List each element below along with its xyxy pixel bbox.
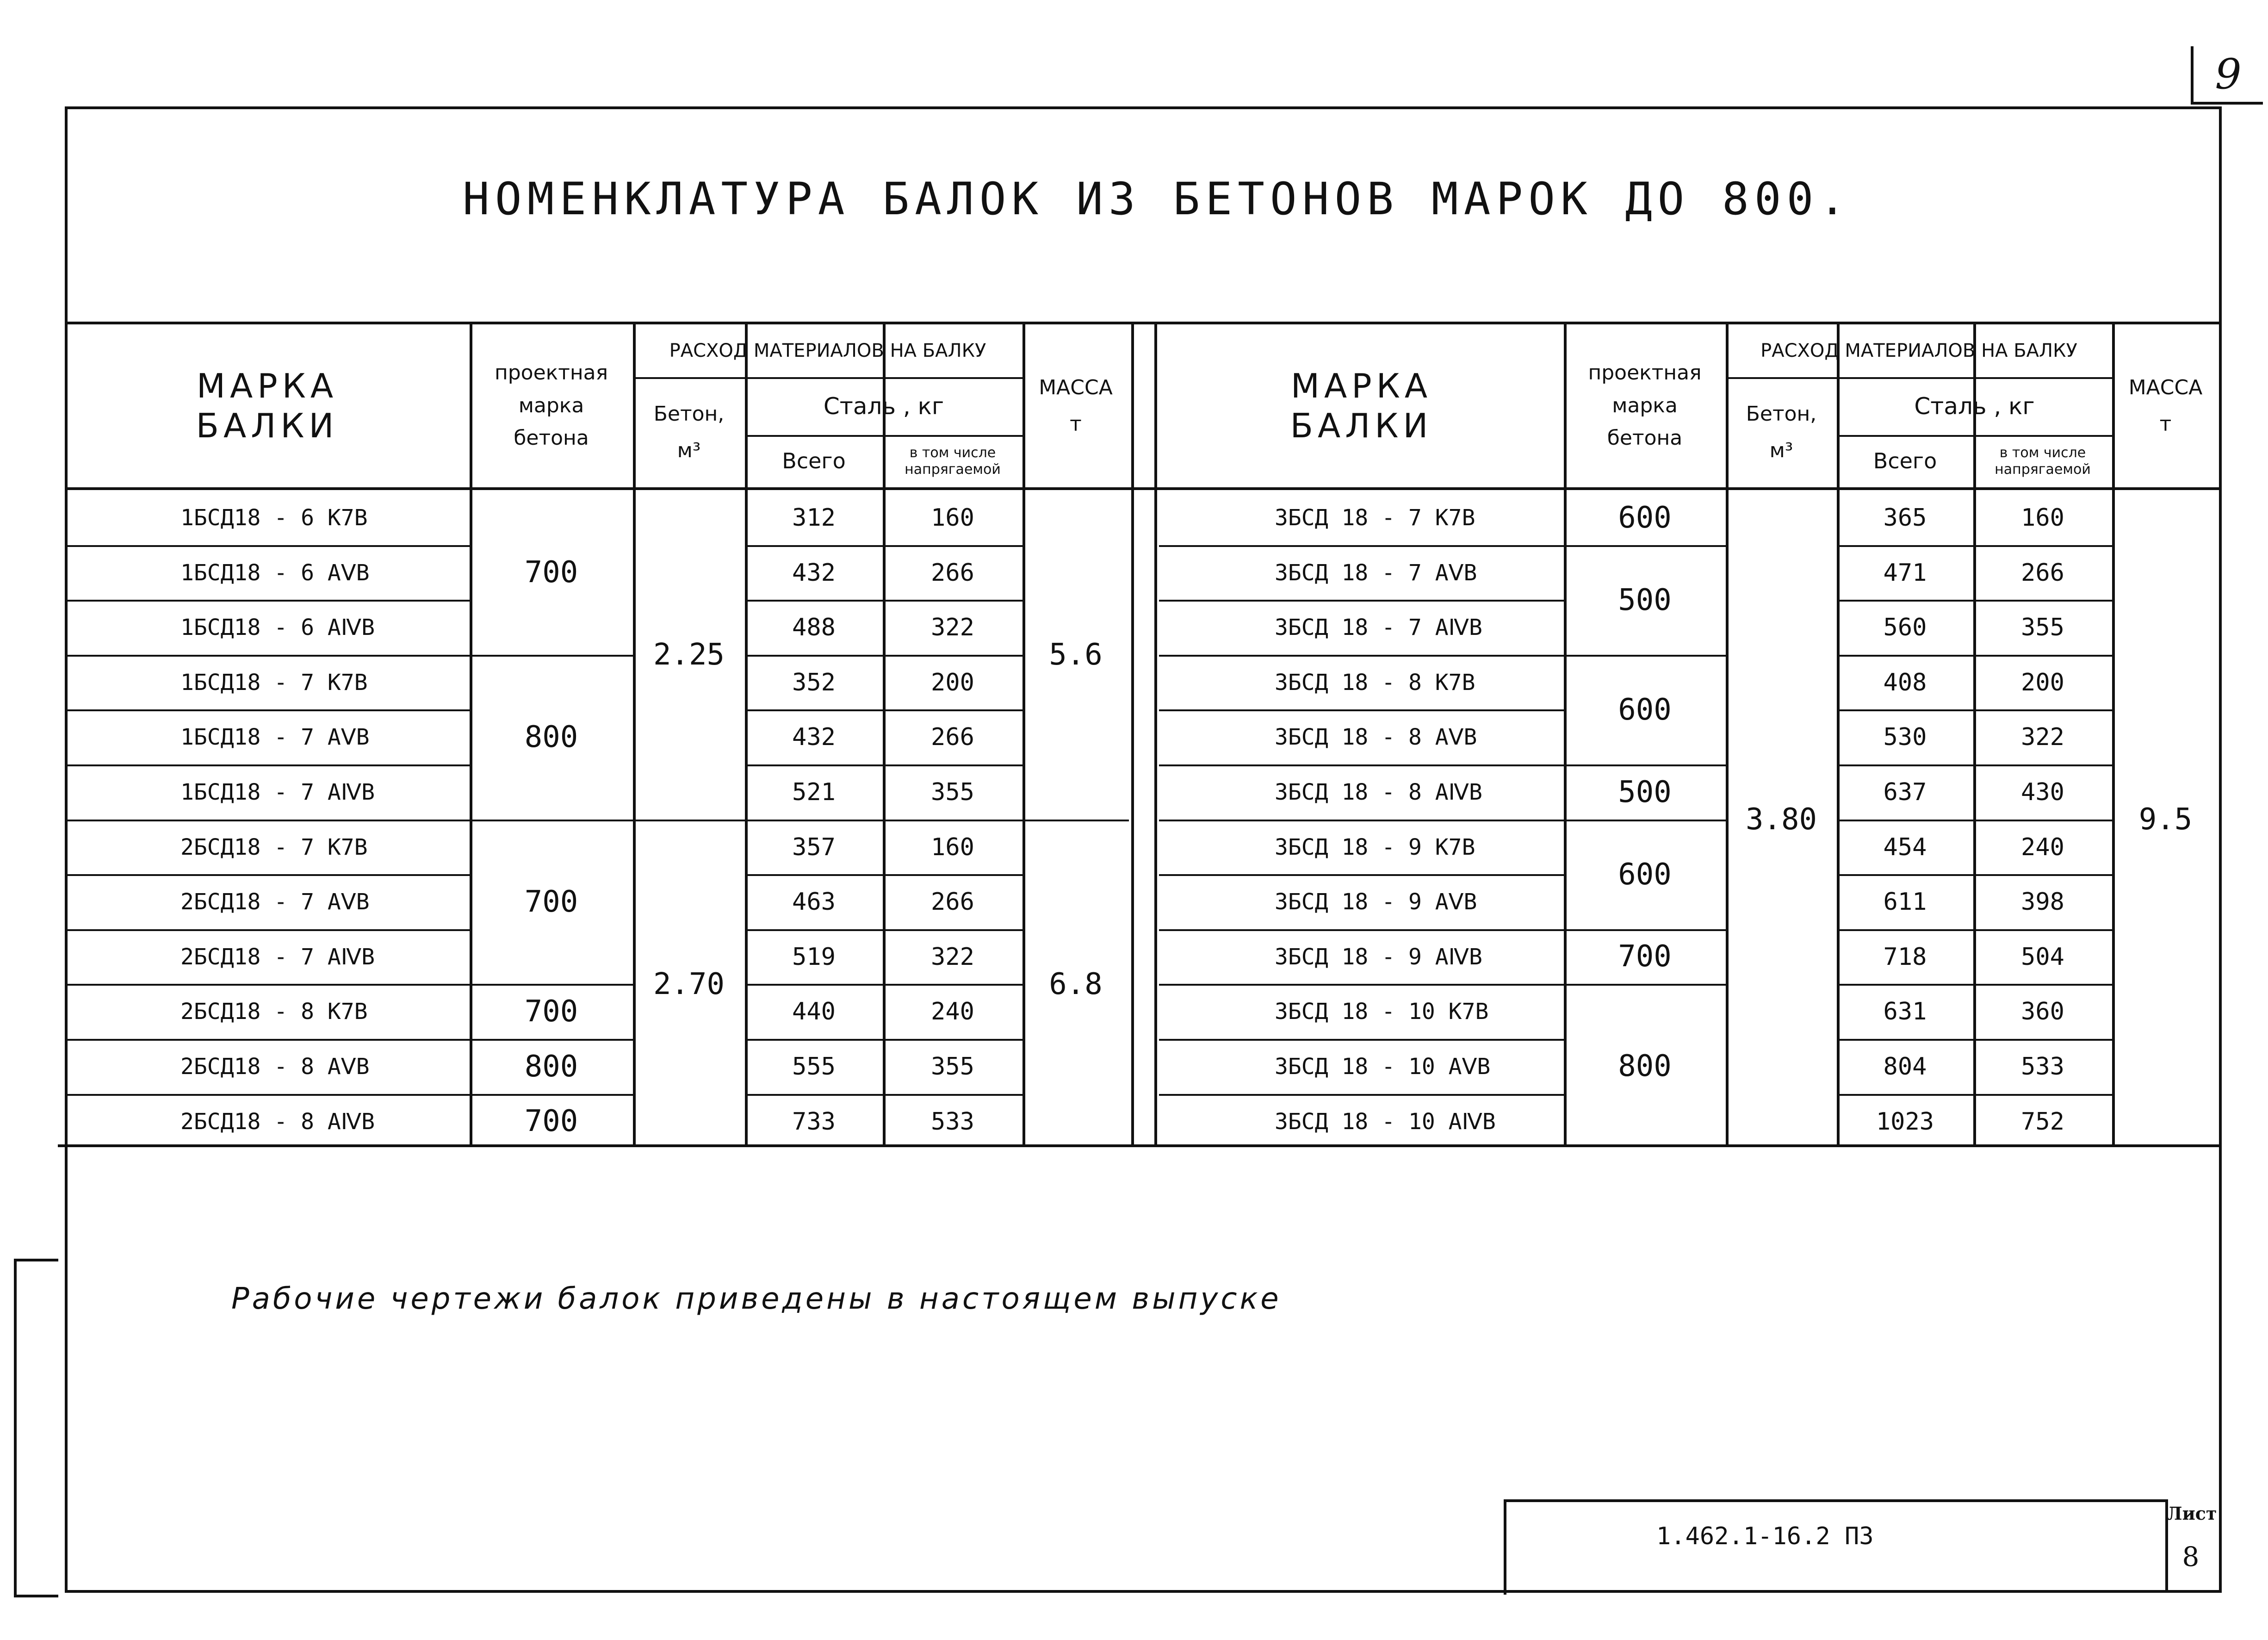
header-steel-prestressed: в том числе напрягаемой bbox=[1995, 444, 2091, 478]
steel-prestressed: 266 bbox=[2021, 559, 2064, 587]
concrete-grade: 800 bbox=[524, 1049, 578, 1084]
beam-mark: 2БСД18 - 7 АⅤВ bbox=[180, 888, 370, 915]
steel-total: 733 bbox=[792, 1107, 836, 1136]
steel-prestressed: 322 bbox=[931, 613, 974, 641]
beam-mark: 1БСД18 - 7 АⅤВ bbox=[180, 724, 370, 750]
concrete-grade: 700 bbox=[524, 555, 578, 590]
beam-mass: 9.5 bbox=[2138, 802, 2193, 837]
steel-prestressed: 266 bbox=[931, 559, 974, 587]
header-steel: Сталь , кг bbox=[1914, 392, 2035, 420]
header-concrete-grade: проектная марка бетона bbox=[494, 361, 608, 450]
document-code: 1.462.1-16.2 ПЗ bbox=[1656, 1522, 1874, 1550]
steel-total: 488 bbox=[792, 613, 836, 641]
steel-total: 432 bbox=[792, 723, 836, 751]
concrete-grade: 800 bbox=[1618, 1049, 1672, 1083]
steel-prestressed: 160 bbox=[931, 503, 974, 532]
header-mark: МАРКА БАЛКИ bbox=[1290, 366, 1433, 445]
beam-mark: 2БСД18 - 8 АⅤВ bbox=[180, 1053, 370, 1080]
beam-mark: 1БСД18 - 7 К7В bbox=[180, 669, 368, 696]
beam-mark: 3БСД 18 - 8 АⅣВ bbox=[1275, 779, 1482, 805]
header-materials: РАСХОД МАТЕРИАЛОВ НА БАЛКУ bbox=[1760, 340, 2077, 361]
concrete-grade: 700 bbox=[524, 1104, 578, 1138]
concrete-grade: 700 bbox=[1618, 939, 1672, 974]
steel-total: 454 bbox=[1883, 833, 1927, 861]
header-mass: МАССА т bbox=[1039, 375, 1113, 436]
steel-prestressed: 160 bbox=[931, 833, 974, 861]
sheet-label: Лист bbox=[2167, 1503, 2217, 1524]
steel-prestressed: 752 bbox=[2021, 1107, 2064, 1136]
note-text: Рабочие чертежи балок приведены в настоящем выпуске bbox=[231, 1282, 1282, 1316]
center-divider bbox=[1154, 322, 1157, 1144]
steel-total: 637 bbox=[1883, 778, 1927, 806]
steel-prestressed: 240 bbox=[2021, 833, 2064, 861]
concrete-grade: 500 bbox=[1618, 583, 1672, 617]
steel-total: 352 bbox=[792, 668, 836, 696]
page-title: НОМЕНКЛАТУРА БАЛОК ИЗ БЕТОНОВ МАРОК ДО 800. bbox=[463, 173, 1852, 225]
steel-total: 471 bbox=[1883, 559, 1927, 587]
steel-prestressed: 200 bbox=[931, 668, 974, 696]
steel-prestressed: 240 bbox=[931, 997, 974, 1025]
steel-prestressed: 398 bbox=[2021, 888, 2064, 916]
concrete-grade: 600 bbox=[1618, 692, 1672, 727]
steel-total: 408 bbox=[1883, 668, 1927, 696]
beam-mark: 1БСД18 - 6 АⅤВ bbox=[180, 559, 370, 586]
concrete-grade: 600 bbox=[1618, 857, 1672, 892]
steel-total: 519 bbox=[792, 943, 836, 971]
steel-prestressed: 322 bbox=[931, 943, 974, 971]
concrete-volume: 2.70 bbox=[653, 967, 725, 1001]
steel-prestressed: 430 bbox=[2021, 778, 2064, 806]
steel-total: 530 bbox=[1883, 723, 1927, 751]
sheet-corner-number: 9 bbox=[2191, 46, 2263, 105]
beam-mark: 3БСД 18 - 7 К7В bbox=[1275, 504, 1475, 531]
steel-prestressed: 322 bbox=[2021, 723, 2064, 751]
steel-total: 804 bbox=[1883, 1052, 1927, 1081]
beam-mark: 3БСД 18 - 10 АⅣВ bbox=[1275, 1108, 1496, 1135]
steel-total: 432 bbox=[792, 559, 836, 587]
center-divider bbox=[1131, 322, 1134, 1144]
steel-prestressed: 360 bbox=[2021, 997, 2064, 1025]
beam-mark: 3БСД 18 - 9 К7В bbox=[1275, 834, 1475, 860]
beam-mark: 2БСД18 - 8 АⅣВ bbox=[180, 1108, 375, 1135]
steel-total: 631 bbox=[1883, 997, 1927, 1025]
beam-mark: 3БСД 18 - 10 АⅤВ bbox=[1275, 1053, 1491, 1080]
steel-total: 521 bbox=[792, 778, 836, 806]
steel-total: 555 bbox=[792, 1052, 836, 1081]
steel-total: 560 bbox=[1883, 613, 1927, 641]
header-steel-total: Всего bbox=[782, 448, 846, 473]
steel-total: 718 bbox=[1883, 943, 1927, 971]
concrete-grade: 500 bbox=[1618, 775, 1672, 809]
beam-mark: 2БСД18 - 8 К7В bbox=[180, 998, 368, 1025]
beam-mark: 2БСД18 - 7 АⅣВ bbox=[180, 944, 375, 970]
beam-mass: 6.8 bbox=[1049, 967, 1103, 1001]
steel-total: 357 bbox=[792, 833, 836, 861]
header-steel-prestressed: в том числе напрягаемой bbox=[905, 444, 1001, 478]
steel-prestressed: 266 bbox=[931, 888, 974, 916]
header-steel: Сталь , кг bbox=[823, 392, 944, 420]
steel-prestressed: 160 bbox=[2021, 503, 2064, 532]
beam-mark: 1БСД18 - 7 АⅣВ bbox=[180, 779, 375, 805]
sheet-number: 8 bbox=[2182, 1541, 2200, 1572]
steel-total: 463 bbox=[792, 888, 836, 916]
header-materials: РАСХОД МАТЕРИАЛОВ НА БАЛКУ bbox=[669, 340, 986, 361]
steel-prestressed: 533 bbox=[2021, 1052, 2064, 1081]
steel-prestressed: 355 bbox=[931, 778, 974, 806]
beam-mark: 1БСД18 - 6 К7В bbox=[180, 504, 368, 531]
header-concrete: Бетон, м³ bbox=[1746, 402, 1817, 462]
steel-total: 440 bbox=[792, 997, 836, 1025]
beam-mass: 5.6 bbox=[1049, 638, 1103, 672]
steel-total: 1023 bbox=[1876, 1107, 1934, 1136]
concrete-grade: 700 bbox=[524, 884, 578, 919]
beam-mark: 2БСД18 - 7 К7В bbox=[180, 834, 368, 860]
concrete-volume: 2.25 bbox=[653, 638, 725, 672]
concrete-grade: 700 bbox=[524, 994, 578, 1029]
beam-mark: 3БСД 18 - 8 К7В bbox=[1275, 669, 1475, 696]
steel-prestressed: 266 bbox=[931, 723, 974, 751]
beam-mark: 1БСД18 - 6 АⅣВ bbox=[180, 614, 375, 640]
beam-mark: 3БСД 18 - 7 АⅤВ bbox=[1275, 559, 1477, 586]
header-mass: МАССА т bbox=[2128, 375, 2203, 436]
beam-mark: 3БСД 18 - 8 АⅤВ bbox=[1275, 724, 1477, 750]
header-mark: МАРКА БАЛКИ bbox=[196, 366, 339, 445]
beam-mark: 3БСД 18 - 10 К7В bbox=[1275, 998, 1489, 1025]
steel-total: 312 bbox=[792, 503, 836, 532]
steel-prestressed: 533 bbox=[931, 1107, 974, 1136]
steel-prestressed: 355 bbox=[2021, 613, 2064, 641]
header-concrete-grade: проектная марка бетона bbox=[1588, 361, 1702, 450]
header-steel-total: Всего bbox=[1873, 448, 1937, 473]
steel-total: 365 bbox=[1883, 503, 1927, 532]
steel-total: 611 bbox=[1883, 888, 1927, 916]
steel-prestressed: 200 bbox=[2021, 668, 2064, 696]
header-concrete: Бетон, м³ bbox=[653, 402, 725, 462]
binding-margin bbox=[14, 1259, 58, 1597]
beam-mark: 3БСД 18 - 9 АⅣВ bbox=[1275, 944, 1482, 970]
beam-mark: 3БСД 18 - 7 АⅣВ bbox=[1275, 614, 1482, 640]
concrete-volume: 3.80 bbox=[1745, 802, 1817, 837]
steel-prestressed: 504 bbox=[2021, 943, 2064, 971]
beam-mark: 3БСД 18 - 9 АⅤВ bbox=[1275, 888, 1477, 915]
steel-prestressed: 355 bbox=[931, 1052, 974, 1081]
concrete-grade: 600 bbox=[1618, 500, 1672, 535]
concrete-grade: 800 bbox=[524, 720, 578, 754]
